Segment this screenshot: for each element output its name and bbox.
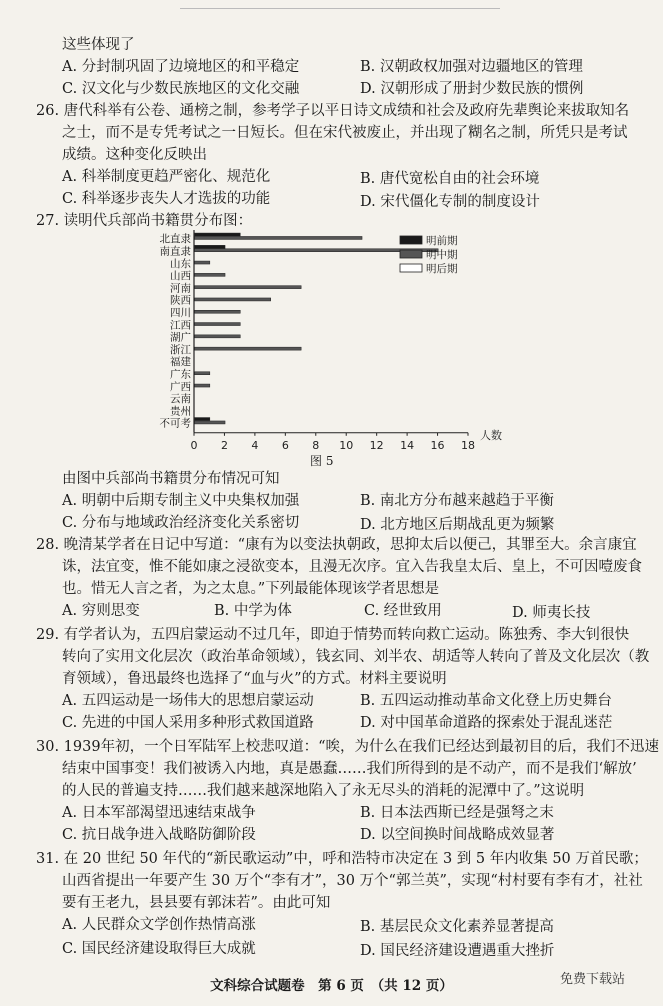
q25-option-d[interactable]: D. 汉朝形成了册封少数民族的惯例 xyxy=(360,81,584,97)
x-tick-label: 6 xyxy=(281,438,289,452)
q29-option-c[interactable]: C. 先进的中国人采用多种形式救国道路 xyxy=(62,715,314,731)
x-tick-label: 0 xyxy=(190,438,198,452)
category-label: 南直隶 xyxy=(159,245,191,258)
q26-option-d[interactable]: D. 宋代僵化专制的制度设计 xyxy=(360,194,540,210)
category-label: 山东 xyxy=(170,257,191,270)
q29-option-d[interactable]: D. 对中国革命道路的探索处于混乱迷茫 xyxy=(360,715,613,731)
category-label: 陕西 xyxy=(170,294,191,307)
q28-option-d[interactable]: D. 师夷长技 xyxy=(512,605,591,621)
bar-明中期-广西 xyxy=(195,384,210,387)
q27-option-c[interactable]: C. 分布与地域政治经济变化关系密切 xyxy=(62,515,300,531)
q31-stem-line-1: 31. 在 20 世纪 50 年代的“新民歌运动”中，呼和浩特市决定在 3 到 5 年内收集 50 万首民歌； xyxy=(36,851,648,867)
q29-stem-line-1: 29. 有学者认为，五四启蒙运动不过几年，即迫于情势而转向救亡运动。陈独秀、李大钊很快 xyxy=(36,627,630,643)
x-tick-label: 12 xyxy=(369,438,384,452)
category-label: 广东 xyxy=(170,368,191,381)
category-label: 湖广 xyxy=(170,331,191,344)
category-label: 云南 xyxy=(170,393,191,406)
q30-option-c[interactable]: C. 抗日战争进入战略防御阶段 xyxy=(62,827,256,843)
x-tick-label: 16 xyxy=(430,438,445,452)
q28-stem-line-1: 28. 晚清某学者在日记中写道：“康有为以变法执朝政，思抑太后以便己，其罪至大。余言康宜 xyxy=(36,537,637,553)
q31-option-a[interactable]: A. 人民群众文学创作热情高涨 xyxy=(62,917,256,933)
q28-stem-line-2: 诛，法宜变，惟不能如康之浸欲变本，且漫无次序。宜入告我皇太后、皇上，不可因噎废食 xyxy=(62,559,642,575)
bar-明中期-河南 xyxy=(195,286,302,289)
legend-swatch-明中期 xyxy=(400,250,422,258)
x-tick-label: 8 xyxy=(312,438,320,452)
category-label: 江西 xyxy=(170,319,191,332)
x-tick-label: 18 xyxy=(461,438,475,452)
q27-stem: 27. 读明代兵部尚书籍贯分布图： xyxy=(36,213,253,229)
bar-明中期-浙江 xyxy=(195,347,302,350)
bar-明前期-南直隶 xyxy=(195,245,225,248)
x-axis-title: 人数 xyxy=(480,428,502,442)
q30-stem-line-2: 结束中国事变！我们被诱入内地，真是愚蠢……我们所得到的是不动产，而不是我们‘解放’ xyxy=(62,761,637,777)
q31-option-c[interactable]: C. 国民经济建设取得巨大成就 xyxy=(62,941,256,957)
q31-option-b[interactable]: B. 基层民众文化素养显著提高 xyxy=(360,919,554,935)
category-label: 福建 xyxy=(170,356,191,369)
q26-option-b[interactable]: B. 唐代宽松自由的社会环境 xyxy=(360,171,540,187)
page-top-edge xyxy=(180,0,500,9)
q30-option-b[interactable]: B. 日本法西斯已经是强弩之末 xyxy=(360,805,554,821)
bar-明前期-不可考 xyxy=(195,418,210,421)
legend-label-明后期: 明后期 xyxy=(426,263,458,275)
category-label: 四川 xyxy=(170,306,191,319)
x-tick-label: 14 xyxy=(400,438,415,452)
q27-option-d[interactable]: D. 北方地区后期战乱更为频繁 xyxy=(360,517,555,533)
q31-option-d[interactable]: D. 国民经济建设遭遇重大挫折 xyxy=(360,943,555,959)
chart-bars xyxy=(195,233,439,424)
q30-stem-line-1: 30. 1939年初，一个日军陆军上校悲叹道：“唉，为什么在我们已经达到最初目的后，我们不迅速 xyxy=(36,739,659,755)
x-tick-label: 2 xyxy=(220,438,228,452)
q29-stem-line-3: 育领域），鲁迅最终也选择了“血与火”的方式。材料主要说明 xyxy=(62,671,447,687)
q28-option-c[interactable]: C. 经世致用 xyxy=(364,603,442,619)
q28-stem-line-3: 也。惜无人言之者，为之太息。”下列最能体现该学者思想是 xyxy=(62,581,440,597)
q25-stem-tail: 这些体现了 xyxy=(62,37,135,53)
q28-option-a[interactable]: A. 穷则思变 xyxy=(62,603,140,619)
bar-chart xyxy=(140,228,510,466)
q25-option-a[interactable]: A. 分封制巩固了边境地区的和平稳定 xyxy=(62,59,300,75)
category-label: 北直隶 xyxy=(159,233,191,246)
legend-swatch-明后期 xyxy=(400,264,422,272)
legend-label-明中期: 明中期 xyxy=(426,249,458,261)
category-label: 河南 xyxy=(170,282,191,295)
q27-after-text: 由图中兵部尚书籍贯分布情况可知 xyxy=(62,471,280,487)
q29-option-a[interactable]: A. 五四运动是一场伟大的思想启蒙运动 xyxy=(62,693,314,709)
category-label: 贵州 xyxy=(170,405,191,418)
q25-option-c[interactable]: C. 汉文化与少数民族地区的文化交融 xyxy=(62,81,300,97)
bar-明中期-湖广 xyxy=(195,335,241,338)
category-label: 广西 xyxy=(170,380,191,393)
q26-option-a[interactable]: A. 科举制度更趋严密化、规范化 xyxy=(62,169,271,185)
q29-option-b[interactable]: B. 五四运动推动革命文化登上历史舞台 xyxy=(360,693,612,709)
q30-option-a[interactable]: A. 日本军部渴望迅速结束战争 xyxy=(62,805,256,821)
q29-stem-line-2: 转向了实用文化层次（政治革命领域），钱玄同、刘半农、胡适等人转向了普及文化层次（教 xyxy=(62,649,650,665)
bar-明中期-江西 xyxy=(195,323,241,326)
bar-明中期-广东 xyxy=(195,372,210,375)
category-label: 不可考 xyxy=(159,417,191,430)
q26-stem-line-2: 之士，而不是专凭考试之一日短长。但在宋代被废止，并出现了糊名之制，所凭只是考试 xyxy=(62,125,628,141)
bar-明中期-四川 xyxy=(195,310,241,313)
q30-stem-line-3: 的人民的普遍支持……我们越来越深地陷入了永无尽头的消耗的泥潭中了。”这说明 xyxy=(62,783,585,799)
bar-明前期-北直隶 xyxy=(195,233,241,236)
figure-caption: 图 5 xyxy=(310,454,334,468)
q25-option-b[interactable]: B. 汉朝政权加强对边疆地区的管理 xyxy=(360,59,583,75)
q26-stem-line-1: 26. 唐代科举有公卷、通榜之制，参考学子以平日诗文成绩和社会及政府先辈舆论来拔取知名 xyxy=(36,103,630,119)
bar-明中期-北直隶 xyxy=(195,236,362,239)
chart-legend xyxy=(400,234,458,275)
bar-明中期-山西 xyxy=(195,273,225,276)
x-tick-label: 10 xyxy=(339,438,354,452)
bar-明中期-不可考 xyxy=(195,421,225,424)
watermark: 免费下载站 xyxy=(560,972,626,987)
category-label: 山西 xyxy=(170,270,191,283)
q28-option-b[interactable]: B. 中学为体 xyxy=(214,603,292,619)
q27-option-b[interactable]: B. 南北方分布越来越趋于平衡 xyxy=(360,493,554,509)
bar-明中期-山东 xyxy=(195,261,210,264)
q31-stem-line-2: 山西省提出一年要产生 30 万个“李有才”，30 万个“郭兰英”，实现“村村要有李有才，社社 xyxy=(62,873,643,889)
bar-明中期-陕西 xyxy=(195,298,271,301)
page-footer: 文科综合试题卷 第 6 页 （共 12 页） xyxy=(210,978,453,994)
legend-swatch-明前期 xyxy=(400,236,422,244)
q30-option-d[interactable]: D. 以空间换时间战略成效显著 xyxy=(360,827,555,843)
q26-stem-line-3: 成绩。这种变化反映出 xyxy=(62,147,207,163)
legend-label-明前期: 明前期 xyxy=(426,235,458,247)
q31-stem-line-3: 要有王老九，县县要有郭沫若”。由此可知 xyxy=(62,895,331,911)
q27-option-a[interactable]: A. 明朝中后期专制主义中央集权加强 xyxy=(62,493,300,509)
x-tick-label: 4 xyxy=(251,438,259,452)
category-label: 浙江 xyxy=(170,343,191,356)
q26-option-c[interactable]: C. 科举逐步丧失人才选拔的功能 xyxy=(62,191,271,207)
